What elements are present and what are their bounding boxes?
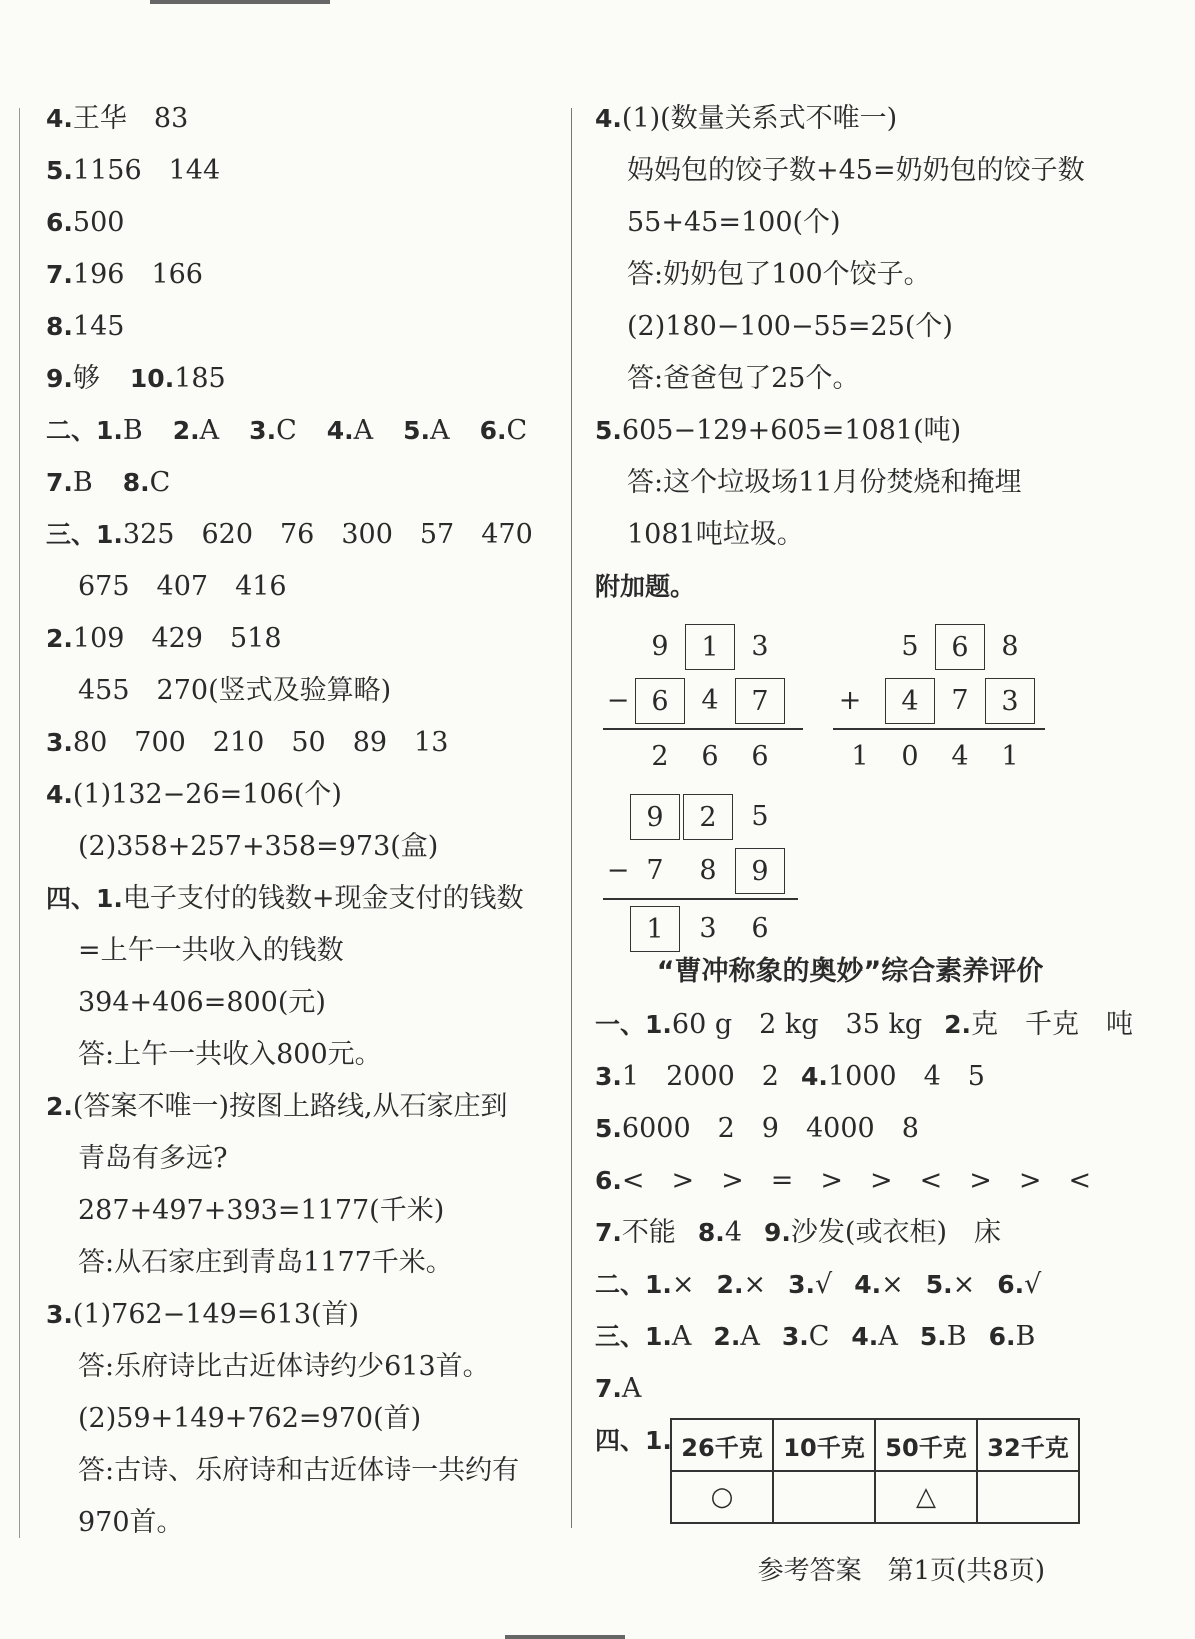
item-number: 3. <box>788 1270 815 1299</box>
left-column <box>46 96 558 1552</box>
answer-text: 王华 83 <box>72 103 189 134</box>
item-number: 1. <box>645 1010 672 1039</box>
digit: 1 <box>1001 741 1019 772</box>
answer-text: 1156 144 <box>72 155 221 186</box>
plus-sign: + <box>838 685 862 716</box>
table-cell: △ <box>875 1471 977 1523</box>
item-number: 7. <box>46 468 73 497</box>
item-number: 二、 <box>46 416 97 445</box>
answer-text: 不能 <box>621 1217 676 1248</box>
answer-line: 1081吨垃圾。 <box>627 519 804 550</box>
digit: 9 <box>651 631 669 662</box>
answer-line <box>46 96 558 148</box>
item-number: 3. <box>595 1062 622 1091</box>
item-number: 10. <box>129 364 175 393</box>
answer-text: × <box>743 1269 767 1300</box>
item-number: 4. <box>326 416 354 445</box>
page-footer: 参考答案 第1页(共8页) <box>757 1556 1045 1586</box>
answer-line <box>595 1158 1095 1210</box>
digit: 3 <box>699 913 717 944</box>
answer-text: B <box>946 1321 967 1352</box>
answer-line <box>595 1418 672 1470</box>
rule-line <box>833 728 1045 730</box>
answer-line: 455 270(竖式及验算略) <box>78 675 392 706</box>
digit-box: 3 <box>985 678 1035 724</box>
section-two-line <box>46 408 558 460</box>
answer-line: 答:爸爸包了25个。 <box>627 363 860 394</box>
answer-line: (2)180−100−55=25(个) <box>627 311 953 342</box>
item-number: 1. <box>645 1426 672 1455</box>
item-number: 7. <box>595 1218 622 1247</box>
digit-box: 1 <box>630 906 680 952</box>
top-edge-mark <box>150 0 330 4</box>
answer-line: 287+497+393=1177(千米) <box>78 1195 445 1226</box>
answer-text: 4 <box>724 1217 742 1248</box>
answer-line: 答:古诗、乐府诗和古近体诗一共约有 <box>78 1455 520 1486</box>
answer-line <box>46 1292 558 1344</box>
rule-line <box>603 728 803 730</box>
digit-box: 6 <box>635 678 685 724</box>
answer-line: 答:从石家庄到青岛1177千米。 <box>78 1247 453 1278</box>
answer-line <box>595 408 1095 460</box>
item-number: 四、 <box>46 884 97 913</box>
item-number: 6. <box>988 1322 1016 1351</box>
item-number: 三、 <box>595 1322 646 1351</box>
digit: 4 <box>701 685 719 716</box>
answer-line: 妈妈包的饺子数+45=奶奶包的饺子数 <box>627 155 1085 186</box>
digit: 6 <box>751 913 769 944</box>
item-number: 3. <box>46 1300 73 1329</box>
evaluation-title: “曹冲称象的奥妙”综合素养评价 <box>656 956 1044 987</box>
answer-line <box>46 356 558 408</box>
answer-text: C <box>808 1321 830 1352</box>
item-number: 4. <box>595 104 622 133</box>
answer-line <box>46 200 558 252</box>
item-number: 5. <box>46 156 73 185</box>
item-number: 1. <box>96 884 123 913</box>
item-number: 7. <box>46 260 73 289</box>
answer-text: 电子支付的钱数+现金支付的钱数 <box>122 883 524 914</box>
answer-text: A <box>671 1321 692 1352</box>
item-number: 2. <box>172 416 200 445</box>
item-number: 9. <box>46 364 73 393</box>
answer-text: × <box>952 1269 976 1300</box>
item-number: 1. <box>96 520 123 549</box>
answer-line: (2)59+149+762=970(首) <box>78 1403 422 1434</box>
answer-text: 80 700 210 50 89 13 <box>72 727 449 758</box>
item-number: 4. <box>46 104 73 133</box>
digit-box: 4 <box>885 678 935 724</box>
minus-sign: − <box>606 685 630 716</box>
digit-box: 7 <box>735 678 785 724</box>
item-number: 6. <box>46 208 73 237</box>
item-number: 2. <box>944 1010 972 1039</box>
answer-line <box>595 1366 1095 1418</box>
answer-text: 6000 2 9 4000 8 <box>621 1113 919 1144</box>
answer-text: 1 2000 2 <box>621 1061 779 1092</box>
answer-line <box>595 1210 1095 1262</box>
answer-text: (1)132−26=106(个) <box>72 779 342 810</box>
digit: 6 <box>751 741 769 772</box>
item-number: 2. <box>716 1270 744 1299</box>
item-number: 2. <box>713 1322 741 1351</box>
item-number: 4. <box>851 1322 879 1351</box>
answer-line <box>46 720 558 772</box>
digit-box: 9 <box>735 848 785 894</box>
digit: 5 <box>901 631 919 662</box>
answer-text: 109 429 518 <box>72 623 282 654</box>
answer-line <box>595 96 1095 148</box>
answer-line <box>46 148 558 200</box>
item-number: 5. <box>925 1270 953 1299</box>
item-number: 3. <box>46 728 73 757</box>
item-number: 1. <box>96 416 123 445</box>
answer-text: 325 620 76 300 57 470 <box>122 519 533 550</box>
digit-puzzles <box>595 616 1095 946</box>
item-number: 1. <box>645 1322 672 1351</box>
answer-line <box>46 616 558 668</box>
answer-line <box>46 252 558 304</box>
item-number: 3. <box>781 1322 809 1351</box>
digit: 8 <box>1001 631 1019 662</box>
table-header-cell: 26千克 <box>671 1419 773 1471</box>
answer-text: B <box>1015 1321 1036 1352</box>
answer-text: A <box>621 1373 642 1404</box>
answer-line <box>46 1084 558 1136</box>
answer-text: 185 <box>174 363 226 394</box>
answer-text: (答案不唯一)按图上路线,从石家庄到 <box>72 1091 508 1122</box>
section-three-line <box>46 512 558 564</box>
answer-line: 55+45=100(个) <box>627 207 841 238</box>
item-number: 二、 <box>595 1270 646 1299</box>
item-number: 4. <box>800 1062 828 1091</box>
answer-line: (2)358+257+358=973(盒) <box>78 831 439 862</box>
answer-text: √ <box>1024 1269 1042 1300</box>
answer-line: =上午一共收入的钱数 <box>78 935 344 966</box>
answer-line <box>595 1054 1095 1106</box>
answer-text: B <box>72 467 93 498</box>
extra-question-heading: 附加题。 <box>595 572 696 601</box>
table-cell <box>977 1471 1079 1523</box>
digit: 2 <box>651 741 669 772</box>
digit: 1 <box>851 741 869 772</box>
answer-text: 145 <box>72 311 125 342</box>
answer-text: (1)(数量关系式不唯一) <box>621 103 898 134</box>
answer-text: C <box>149 467 171 498</box>
table-cell <box>773 1471 875 1523</box>
answer-line <box>595 1314 1095 1366</box>
item-number: 四、 <box>595 1426 646 1455</box>
digit: 7 <box>646 855 664 886</box>
answer-text: 克 千克 吨 <box>971 1009 1134 1040</box>
answer-text: (1)762−149=613(首) <box>72 1299 360 1330</box>
table-header-cell: 10千克 <box>773 1419 875 1471</box>
item-number: 5. <box>595 416 622 445</box>
digit-box: 9 <box>630 794 680 840</box>
digit: 8 <box>699 855 717 886</box>
answer-line <box>595 1002 1134 1054</box>
answer-text: 605−129+605=1081(吨) <box>621 415 962 446</box>
digit-box: 1 <box>685 624 735 670</box>
answer-text: 够 <box>72 363 100 394</box>
item-number: 8. <box>122 468 150 497</box>
table-header-cell: 32千克 <box>977 1419 1079 1471</box>
item-number: 三、 <box>46 520 97 549</box>
answer-line <box>595 1262 1095 1314</box>
answer-text: B <box>122 415 143 446</box>
column-divider <box>571 108 572 1528</box>
digit: 4 <box>951 741 969 772</box>
answer-text: × <box>881 1269 904 1300</box>
digit: 5 <box>751 801 769 832</box>
digit-box: 2 <box>683 794 733 840</box>
answer-text: A <box>199 415 220 446</box>
rule-line <box>603 898 798 900</box>
answer-text: C <box>276 415 297 446</box>
answer-text: 500 <box>72 207 125 238</box>
answer-text: C <box>506 415 528 446</box>
answer-line: 答:上午一共收入800元。 <box>78 1039 382 1070</box>
answer-text: 沙发(或衣柜) 床 <box>790 1217 1001 1248</box>
answer-line: 答:这个垃圾场11月份焚烧和掩埋 <box>627 467 1022 498</box>
item-number: 5. <box>919 1322 947 1351</box>
section-four-line <box>46 876 558 928</box>
answer-text: < > > = > > < > > < <box>621 1165 1092 1196</box>
answer-line <box>46 772 558 824</box>
weight-table-block <box>595 1418 1095 1528</box>
answer-text: A <box>740 1321 760 1352</box>
answer-text: 1000 4 5 <box>827 1061 985 1092</box>
digit: 6 <box>701 741 719 772</box>
answer-line <box>595 1106 1095 1158</box>
answer-line: 675 407 416 <box>78 571 287 602</box>
digit-box: 6 <box>935 624 985 670</box>
answer-line: 答:奶奶包了100个饺子。 <box>627 259 931 290</box>
answer-text: A <box>353 415 374 446</box>
item-number: 9. <box>764 1218 791 1247</box>
item-number: 4. <box>854 1270 882 1299</box>
answer-line: 青岛有多远? <box>78 1143 228 1174</box>
minus-sign: − <box>606 855 630 886</box>
digit: 3 <box>751 631 769 662</box>
digit: 0 <box>901 741 919 772</box>
page-edge-line <box>19 108 20 1538</box>
answer-line <box>46 460 558 512</box>
answer-text: A <box>430 415 450 446</box>
item-number: 5. <box>595 1114 622 1143</box>
answer-text: A <box>878 1321 898 1352</box>
table-cell: ○ <box>671 1471 773 1523</box>
answer-text: √ <box>814 1269 833 1300</box>
answer-text: 60 g 2 kg 35 kg <box>671 1009 923 1040</box>
bottom-edge-mark <box>505 1635 625 1639</box>
item-number: 5. <box>403 416 431 445</box>
item-number: 2. <box>46 624 73 653</box>
item-number: 6. <box>997 1270 1025 1299</box>
item-number: 3. <box>249 416 277 445</box>
item-number: 8. <box>46 312 73 341</box>
answer-line: 394+406=800(元) <box>78 987 326 1018</box>
item-number: 8. <box>697 1218 725 1247</box>
table-header-cell: 50千克 <box>875 1419 977 1471</box>
answer-line: 970首。 <box>78 1507 184 1538</box>
item-number: 6. <box>595 1166 622 1195</box>
answer-line <box>46 304 558 356</box>
item-number: 一、 <box>595 1010 646 1039</box>
digit: 7 <box>951 685 969 716</box>
answer-line: 答:乐府诗比古近体诗约少613首。 <box>78 1351 490 1382</box>
answer-text: × <box>671 1269 695 1300</box>
item-number: 6. <box>479 416 507 445</box>
item-number: 1. <box>645 1270 672 1299</box>
item-number: 2. <box>46 1092 73 1121</box>
item-number: 4. <box>46 780 73 809</box>
item-number: 7. <box>595 1374 622 1403</box>
answer-text: 196 166 <box>72 259 203 290</box>
right-column <box>595 96 1134 1528</box>
weight-table <box>670 1418 1080 1524</box>
